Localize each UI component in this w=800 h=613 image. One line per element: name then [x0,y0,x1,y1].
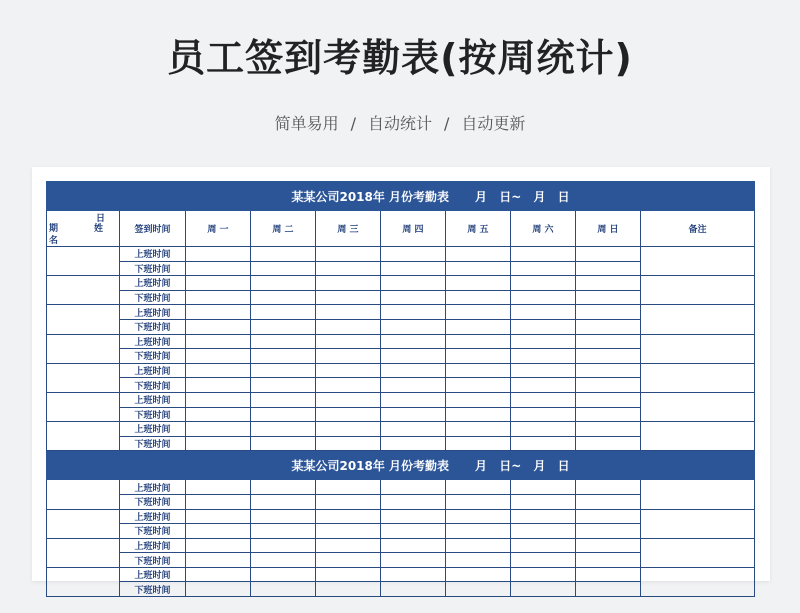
sign-time-slot: 下班时间 [120,349,186,364]
attendance-cell[interactable] [251,363,316,378]
attendance-cell[interactable] [511,363,576,378]
attendance-cell[interactable] [316,378,381,393]
attendance-cell[interactable] [186,247,251,262]
attendance-cell[interactable] [186,407,251,422]
attendance-cell[interactable] [511,334,576,349]
sign-time-slot: 下班时间 [120,261,186,276]
attendance-cell[interactable] [576,247,641,262]
header-day: 周 五 [446,211,511,247]
sheet-banner [47,451,755,480]
attendance-cell[interactable] [381,553,446,568]
attendance-cell[interactable] [316,538,381,553]
attendance-cell[interactable] [316,392,381,407]
sign-time-slot: 下班时间 [120,319,186,334]
remarks-cell[interactable] [641,247,755,276]
attendance-cell[interactable] [316,480,381,495]
header-name-date [47,211,120,247]
attendance-cell[interactable] [511,378,576,393]
attendance-cell[interactable] [446,567,511,582]
attendance-sheet [46,181,754,596]
attendance-cell[interactable] [186,524,251,539]
attendance-cell[interactable] [446,363,511,378]
attendance-cell[interactable] [316,524,381,539]
attendance-cell[interactable] [316,276,381,291]
sign-time-slot: 上班时间 [120,247,186,262]
attendance-cell[interactable] [251,480,316,495]
employee-cell[interactable] [47,363,120,392]
attendance-cell[interactable] [316,582,381,597]
sign-time-slot: 上班时间 [120,480,186,495]
attendance-cell[interactable] [511,509,576,524]
attendance-cell[interactable] [511,582,576,597]
attendance-cell[interactable] [251,407,316,422]
attendance-cell[interactable] [381,582,446,597]
header-remarks: 备注 [641,211,755,247]
attendance-cell[interactable] [186,436,251,451]
attendance-cell[interactable] [576,276,641,291]
attendance-cell[interactable] [186,494,251,509]
sign-time-slot: 下班时间 [120,290,186,305]
banner-cell [47,182,755,211]
header-name-date-labels [47,211,119,246]
sign-time-slot: 上班时间 [120,363,186,378]
attendance-cell[interactable] [316,334,381,349]
header-label-xing: 姓 [93,224,103,234]
attendance-cell[interactable] [186,392,251,407]
sheet-banner [47,182,755,211]
sign-time-slot: 上班时间 [120,305,186,320]
attendance-cell[interactable] [251,567,316,582]
subtitle-separator: / [444,114,450,133]
employee-cell[interactable] [47,567,120,596]
subtitle-item-easy: 简单易用 [274,114,339,133]
remarks-cell[interactable] [641,392,755,421]
sign-time-slot: 上班时间 [120,392,186,407]
page-title: 员工签到考勤表(按周统计) [167,36,633,80]
subtitle-separator: / [350,114,356,133]
table-row [47,334,755,349]
banner-date-range: 月 日~ 月 日 [475,189,570,204]
employee-cell[interactable] [47,276,120,305]
attendance-cell[interactable] [511,480,576,495]
remarks-cell[interactable] [641,509,755,538]
attendance-cell[interactable] [446,524,511,539]
header-label-qi: 期 [49,224,59,234]
attendance-cell[interactable] [576,422,641,437]
attendance-cell[interactable] [446,349,511,364]
attendance-cell[interactable] [251,334,316,349]
preview-card [32,167,770,596]
table-row [47,567,755,582]
table-row [47,509,755,524]
attendance-cell[interactable] [381,261,446,276]
employee-cell[interactable] [47,538,120,567]
attendance-cell[interactable] [576,553,641,568]
attendance-cell[interactable] [186,319,251,334]
attendance-cell[interactable] [251,538,316,553]
attendance-cell[interactable] [316,305,381,320]
attendance-cell[interactable] [446,582,511,597]
attendance-cell[interactable] [381,319,446,334]
attendance-cell[interactable] [251,305,316,320]
remarks-cell[interactable] [641,334,755,363]
banner-title: 某某公司2018年 月份考勤表 [291,458,450,473]
attendance-cell[interactable] [381,524,446,539]
attendance-cell[interactable] [576,524,641,539]
attendance-cell[interactable] [251,494,316,509]
table-row [47,305,755,320]
attendance-cell[interactable] [186,261,251,276]
attendance-cell[interactable] [576,480,641,495]
attendance-cell[interactable] [576,261,641,276]
attendance-cell[interactable] [446,494,511,509]
attendance-cell[interactable] [511,290,576,305]
sign-time-slot: 下班时间 [120,582,186,597]
attendance-cell[interactable] [576,319,641,334]
remarks-cell[interactable] [641,305,755,334]
attendance-cell[interactable] [381,494,446,509]
attendance-cell[interactable] [381,290,446,305]
attendance-cell[interactable] [446,407,511,422]
remarks-cell[interactable] [641,567,755,596]
attendance-cell[interactable] [511,538,576,553]
attendance-cell[interactable] [316,407,381,422]
attendance-cell[interactable] [446,305,511,320]
employee-cell[interactable] [47,247,120,276]
attendance-cell[interactable] [251,319,316,334]
attendance-cell[interactable] [186,480,251,495]
attendance-cell[interactable] [186,378,251,393]
attendance-cell[interactable] [446,334,511,349]
attendance-cell[interactable] [511,247,576,262]
attendance-cell[interactable] [251,436,316,451]
attendance-cell[interactable] [381,392,446,407]
attendance-cell[interactable] [446,276,511,291]
attendance-cell[interactable] [511,392,576,407]
attendance-cell[interactable] [316,261,381,276]
attendance-cell[interactable] [186,363,251,378]
attendance-cell[interactable] [251,582,316,597]
attendance-cell[interactable] [446,480,511,495]
sign-time-slot: 上班时间 [120,422,186,437]
header-sign-time: 签到时间 [120,211,186,247]
attendance-cell[interactable] [511,407,576,422]
attendance-cell[interactable] [316,567,381,582]
employee-cell[interactable] [47,422,120,451]
attendance-cell[interactable] [446,509,511,524]
sign-time-slot: 下班时间 [120,436,186,451]
sign-time-slot: 下班时间 [120,524,186,539]
attendance-cell[interactable] [511,261,576,276]
attendance-cell[interactable] [511,567,576,582]
attendance-cell[interactable] [446,392,511,407]
subtitle-item-auto-stats: 自动统计 [367,114,432,133]
table-row [47,392,755,407]
sign-time-slot: 上班时间 [120,567,186,582]
sign-time-slot: 上班时间 [120,509,186,524]
employee-cell[interactable] [47,392,120,421]
header-day: 周 六 [511,211,576,247]
column-header-row [47,211,755,247]
attendance-cell[interactable] [446,422,511,437]
attendance-cell[interactable] [576,363,641,378]
attendance-cell[interactable] [251,524,316,539]
attendance-cell[interactable] [251,247,316,262]
attendance-cell[interactable] [186,553,251,568]
attendance-cell[interactable] [316,494,381,509]
attendance-cell[interactable] [186,567,251,582]
attendance-cell[interactable] [316,509,381,524]
attendance-cell[interactable] [316,290,381,305]
attendance-cell[interactable] [381,276,446,291]
attendance-cell[interactable] [186,334,251,349]
header-day: 周 一 [186,211,251,247]
attendance-cell[interactable] [381,363,446,378]
attendance-cell[interactable] [251,290,316,305]
header-day: 周 二 [251,211,316,247]
attendance-cell[interactable] [381,349,446,364]
attendance-cell[interactable] [381,305,446,320]
employee-cell[interactable] [47,480,120,509]
remarks-cell[interactable] [641,363,755,392]
attendance-cell[interactable] [511,319,576,334]
sign-time-slot: 下班时间 [120,378,186,393]
attendance-cell[interactable] [186,509,251,524]
attendance-cell[interactable] [186,538,251,553]
table-row [47,480,755,495]
attendance-cell[interactable] [446,538,511,553]
attendance-cell[interactable] [511,349,576,364]
banner-date-range: 月 日~ 月 日 [475,458,570,473]
attendance-cell[interactable] [511,494,576,509]
attendance-cell[interactable] [576,305,641,320]
attendance-cell[interactable] [251,392,316,407]
attendance-table [46,181,755,597]
attendance-cell[interactable] [576,349,641,364]
attendance-cell[interactable] [316,553,381,568]
sign-time-slot: 下班时间 [120,553,186,568]
attendance-cell[interactable] [381,407,446,422]
header-day: 周 三 [316,211,381,247]
attendance-cell[interactable] [251,276,316,291]
attendance-cell[interactable] [186,422,251,437]
attendance-cell[interactable] [576,494,641,509]
attendance-cell[interactable] [381,480,446,495]
table-row [47,538,755,553]
employee-cell[interactable] [47,305,120,334]
banner-cell [47,451,755,480]
attendance-cell[interactable] [186,276,251,291]
attendance-cell[interactable] [446,247,511,262]
attendance-cell[interactable] [511,524,576,539]
employee-cell[interactable] [47,509,120,538]
attendance-cell[interactable] [381,334,446,349]
sign-time-slot: 下班时间 [120,494,186,509]
attendance-cell[interactable] [576,290,641,305]
attendance-cell[interactable] [511,436,576,451]
attendance-cell[interactable] [316,349,381,364]
attendance-cell[interactable] [316,247,381,262]
remarks-cell[interactable] [641,538,755,567]
attendance-cell[interactable] [446,319,511,334]
attendance-cell[interactable] [186,305,251,320]
sign-time-slot: 下班时间 [120,407,186,422]
table-row [47,422,755,437]
attendance-cell[interactable] [381,509,446,524]
attendance-cell[interactable] [251,422,316,437]
attendance-cell[interactable] [251,553,316,568]
employee-cell[interactable] [47,334,120,363]
sign-time-slot: 上班时间 [120,334,186,349]
header-label-ming: 名 [49,236,59,246]
attendance-cell[interactable] [316,436,381,451]
attendance-cell[interactable] [381,247,446,262]
attendance-cell[interactable] [446,378,511,393]
attendance-cell[interactable] [576,334,641,349]
attendance-cell[interactable] [446,290,511,305]
remarks-cell[interactable] [641,480,755,509]
attendance-cell[interactable] [576,582,641,597]
header-day: 周 四 [381,211,446,247]
attendance-cell[interactable] [251,509,316,524]
attendance-cell[interactable] [576,509,641,524]
attendance-cell[interactable] [511,422,576,437]
attendance-cell[interactable] [511,276,576,291]
attendance-cell[interactable] [511,553,576,568]
attendance-cell[interactable] [576,567,641,582]
subtitle-item-auto-update: 自动更新 [461,114,526,133]
attendance-cell[interactable] [381,538,446,553]
subtitle [0,113,800,135]
attendance-cell[interactable] [511,305,576,320]
attendance-cell[interactable] [316,422,381,437]
header-day: 周 日 [576,211,641,247]
attendance-cell[interactable] [381,567,446,582]
banner-title: 某某公司2018年 月份考勤表 [291,189,450,204]
attendance-cell[interactable] [186,349,251,364]
attendance-cell[interactable] [381,422,446,437]
attendance-cell[interactable] [251,349,316,364]
attendance-cell[interactable] [446,436,511,451]
attendance-cell[interactable] [381,436,446,451]
attendance-cell[interactable] [316,363,381,378]
attendance-cell[interactable] [576,407,641,422]
attendance-cell[interactable] [576,378,641,393]
attendance-cell[interactable] [381,378,446,393]
table-row [47,247,755,262]
attendance-cell[interactable] [576,392,641,407]
attendance-cell[interactable] [576,436,641,451]
table-row [47,363,755,378]
attendance-cell[interactable] [446,261,511,276]
attendance-cell[interactable] [251,378,316,393]
attendance-cell[interactable] [251,261,316,276]
attendance-cell[interactable] [186,290,251,305]
attendance-cell[interactable] [186,582,251,597]
remarks-cell[interactable] [641,276,755,305]
header-label-ri: 日 [95,214,105,224]
remarks-cell[interactable] [641,422,755,451]
sign-time-slot: 上班时间 [120,538,186,553]
attendance-cell[interactable] [446,553,511,568]
attendance-cell[interactable] [576,538,641,553]
attendance-cell[interactable] [316,319,381,334]
table-row [47,276,755,291]
sign-time-slot: 上班时间 [120,276,186,291]
